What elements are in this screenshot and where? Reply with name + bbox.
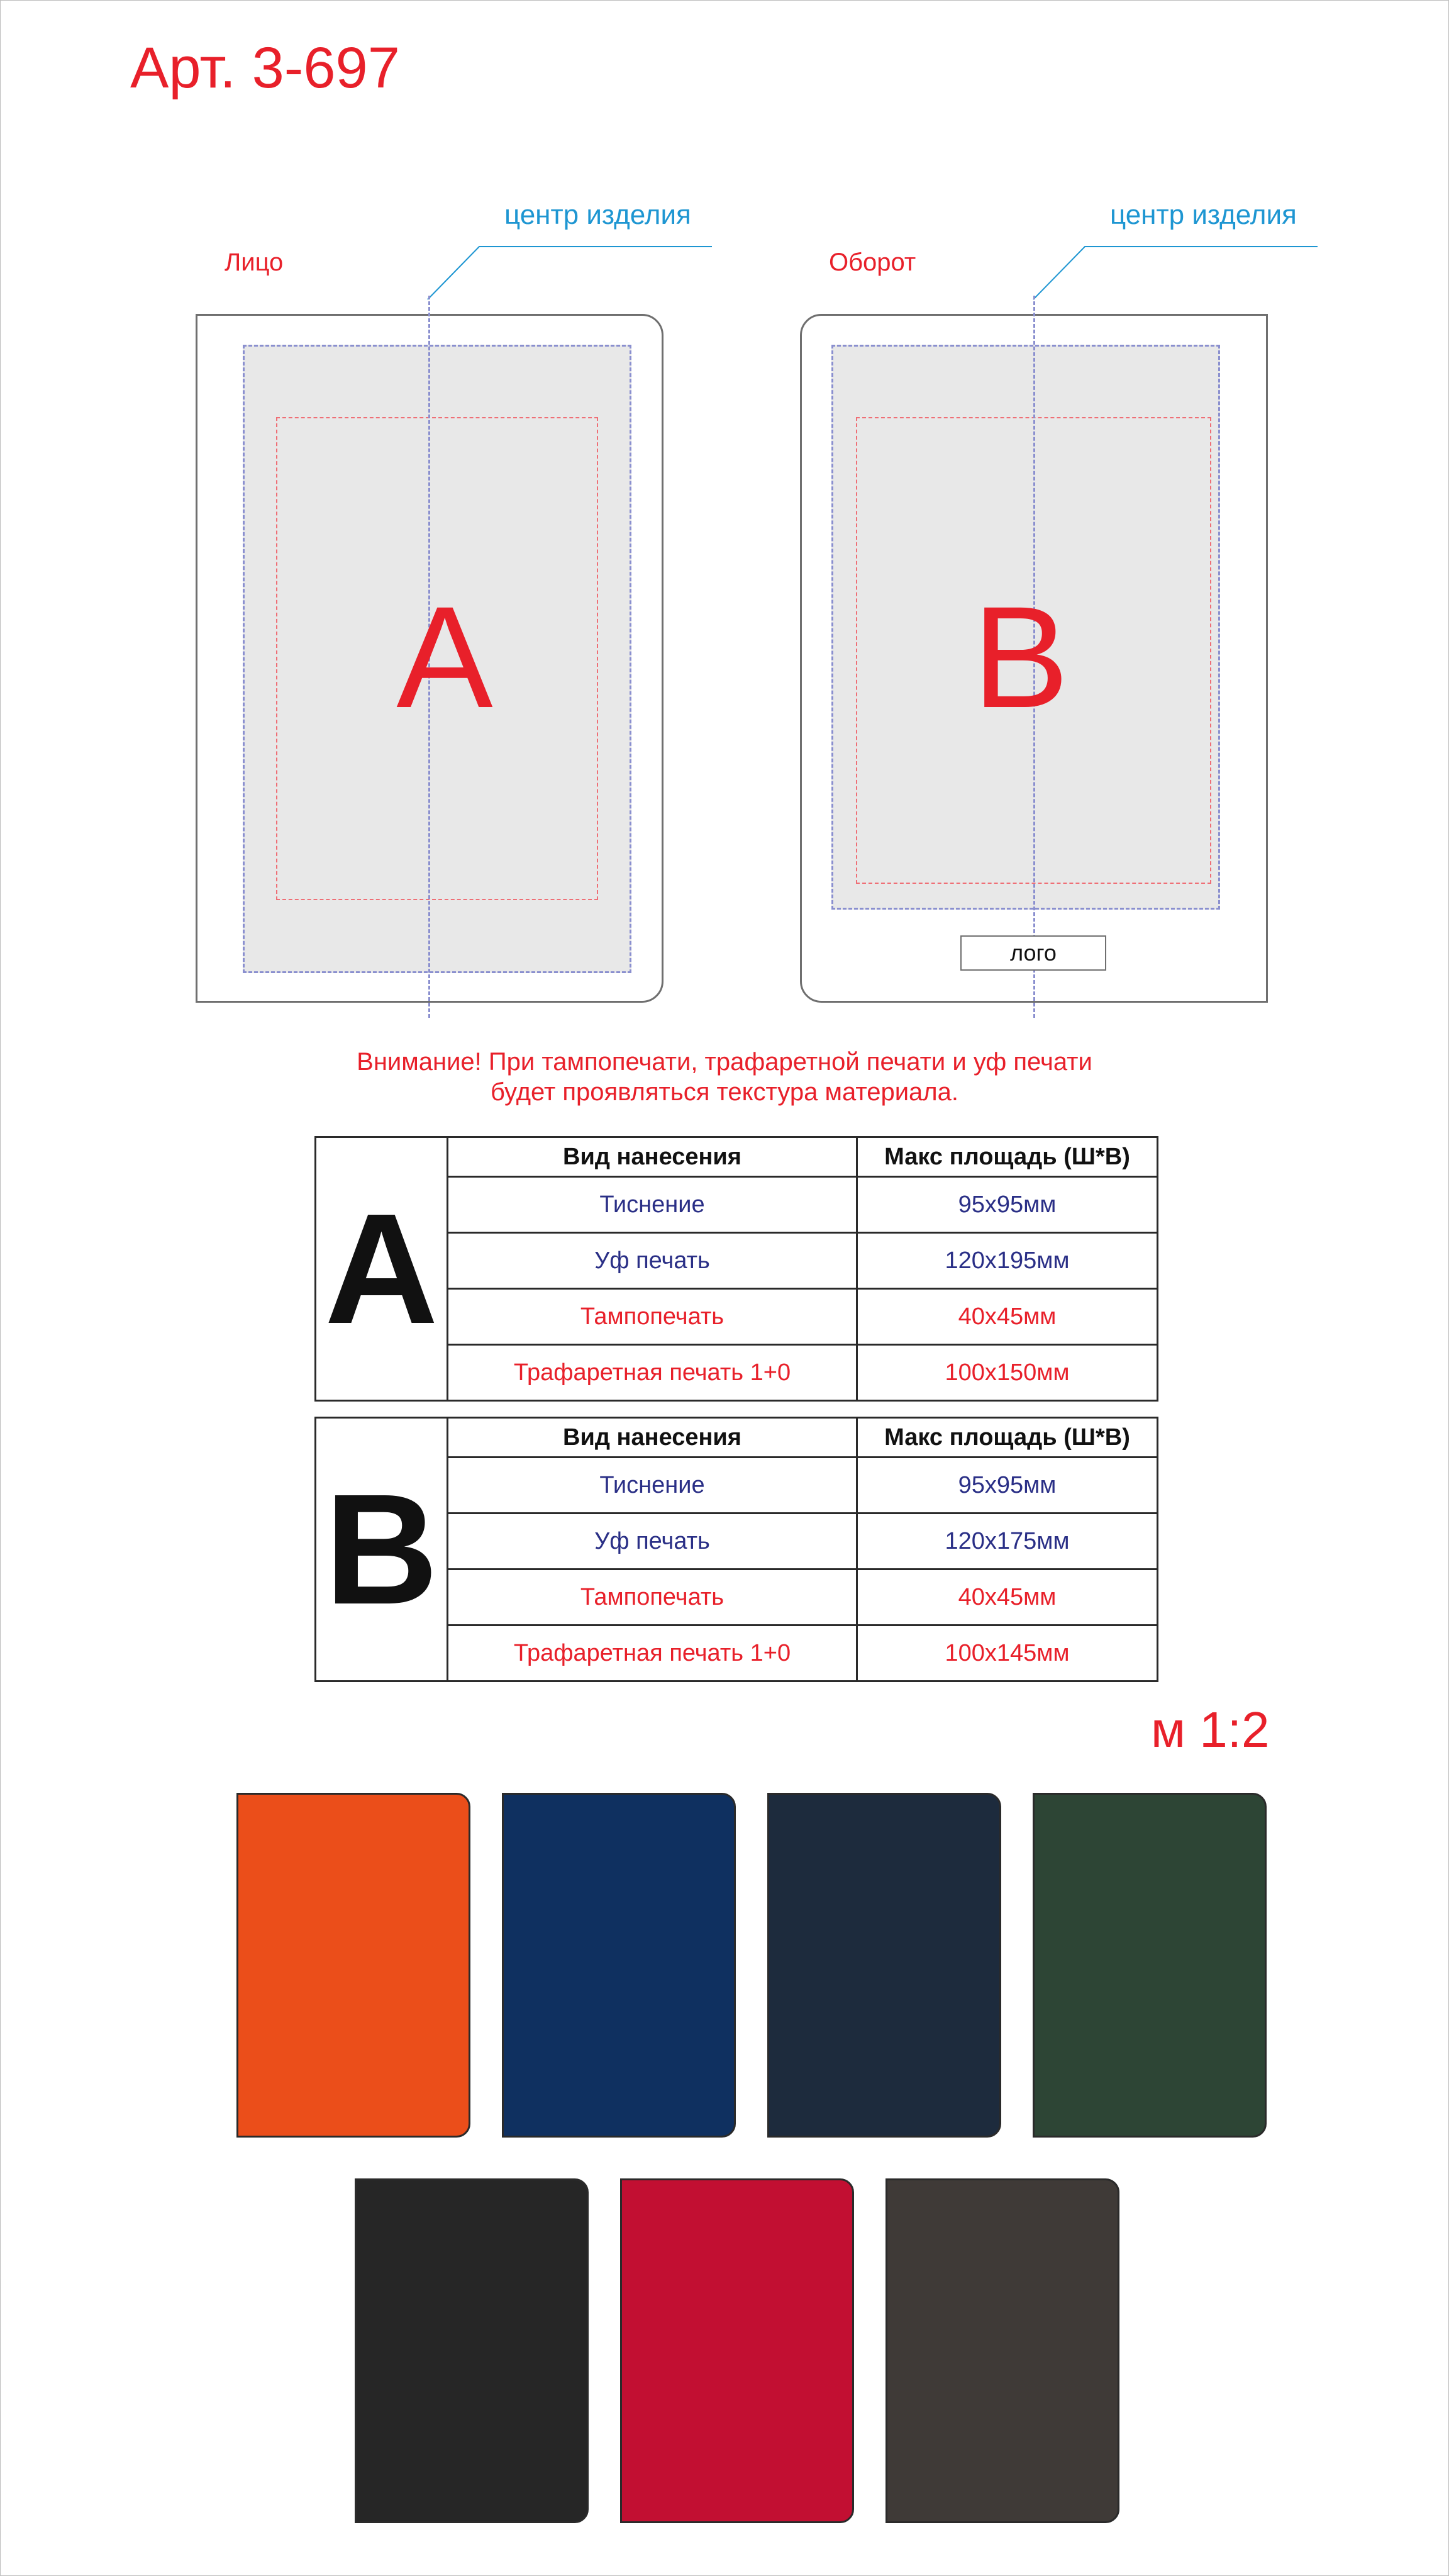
header-method: Вид нанесения (448, 1137, 857, 1177)
header-area: Макс площадь (Ш*В) (857, 1137, 1158, 1177)
area-cell: 95х95мм (857, 1458, 1158, 1514)
method-cell: Трафаретная печать 1+0 (448, 1345, 857, 1401)
back-center-leader (1027, 239, 1323, 302)
back-label: Оборот (829, 248, 916, 276)
color-swatch-blue (502, 1793, 736, 2138)
spec-table-b (314, 1417, 1158, 1682)
area-cell: 100х145мм (857, 1625, 1158, 1681)
back-letter: В (972, 576, 1069, 738)
method-cell: Тиснение (448, 1177, 857, 1233)
table-header-row (316, 1137, 1158, 1177)
warning-line-2: будет проявляться текстура материала. (491, 1078, 958, 1106)
spec-table-a (314, 1136, 1158, 1402)
table-letter: В (316, 1418, 448, 1681)
color-swatch-black (355, 2178, 589, 2523)
area-cell: 95х95мм (857, 1177, 1158, 1233)
logo-placeholder: лого (960, 935, 1106, 971)
area-cell: 120х195мм (857, 1233, 1158, 1289)
front-center-label: центр изделия (504, 199, 691, 230)
method-cell: Уф печать (448, 1233, 857, 1289)
method-cell: Тампопечать (448, 1289, 857, 1345)
area-cell: 40х45мм (857, 1570, 1158, 1625)
header-area: Макс площадь (Ш*В) (857, 1418, 1158, 1458)
warning-line-1: Внимание! При тампопечати, трафаретной печати и уф печати (357, 1048, 1092, 1076)
area-cell: 100х150мм (857, 1345, 1158, 1401)
header-method: Вид нанесения (448, 1418, 857, 1458)
color-swatch-dark-brown (886, 2178, 1119, 2523)
front-center-leader (421, 239, 717, 302)
method-cell: Трафаретная печать 1+0 (448, 1625, 857, 1681)
color-swatch-red (620, 2178, 854, 2523)
back-center-label: центр изделия (1110, 199, 1297, 230)
method-cell: Уф печать (448, 1514, 857, 1570)
front-letter: А (396, 576, 493, 738)
table-letter: А (316, 1137, 448, 1401)
area-cell: 40х45мм (857, 1289, 1158, 1345)
color-swatch-dark-green (1033, 1793, 1267, 2138)
table-header-row (316, 1418, 1158, 1458)
article-title: Арт. 3-697 (130, 36, 400, 100)
area-cell: 120х175мм (857, 1514, 1158, 1570)
color-swatch-orange (236, 1793, 470, 2138)
color-swatch-dark-navy (767, 1793, 1001, 2138)
front-label: Лицо (225, 248, 284, 276)
method-cell: Тиснение (448, 1458, 857, 1514)
scale-label: м 1:2 (1151, 1702, 1270, 1758)
method-cell: Тампопечать (448, 1570, 857, 1625)
